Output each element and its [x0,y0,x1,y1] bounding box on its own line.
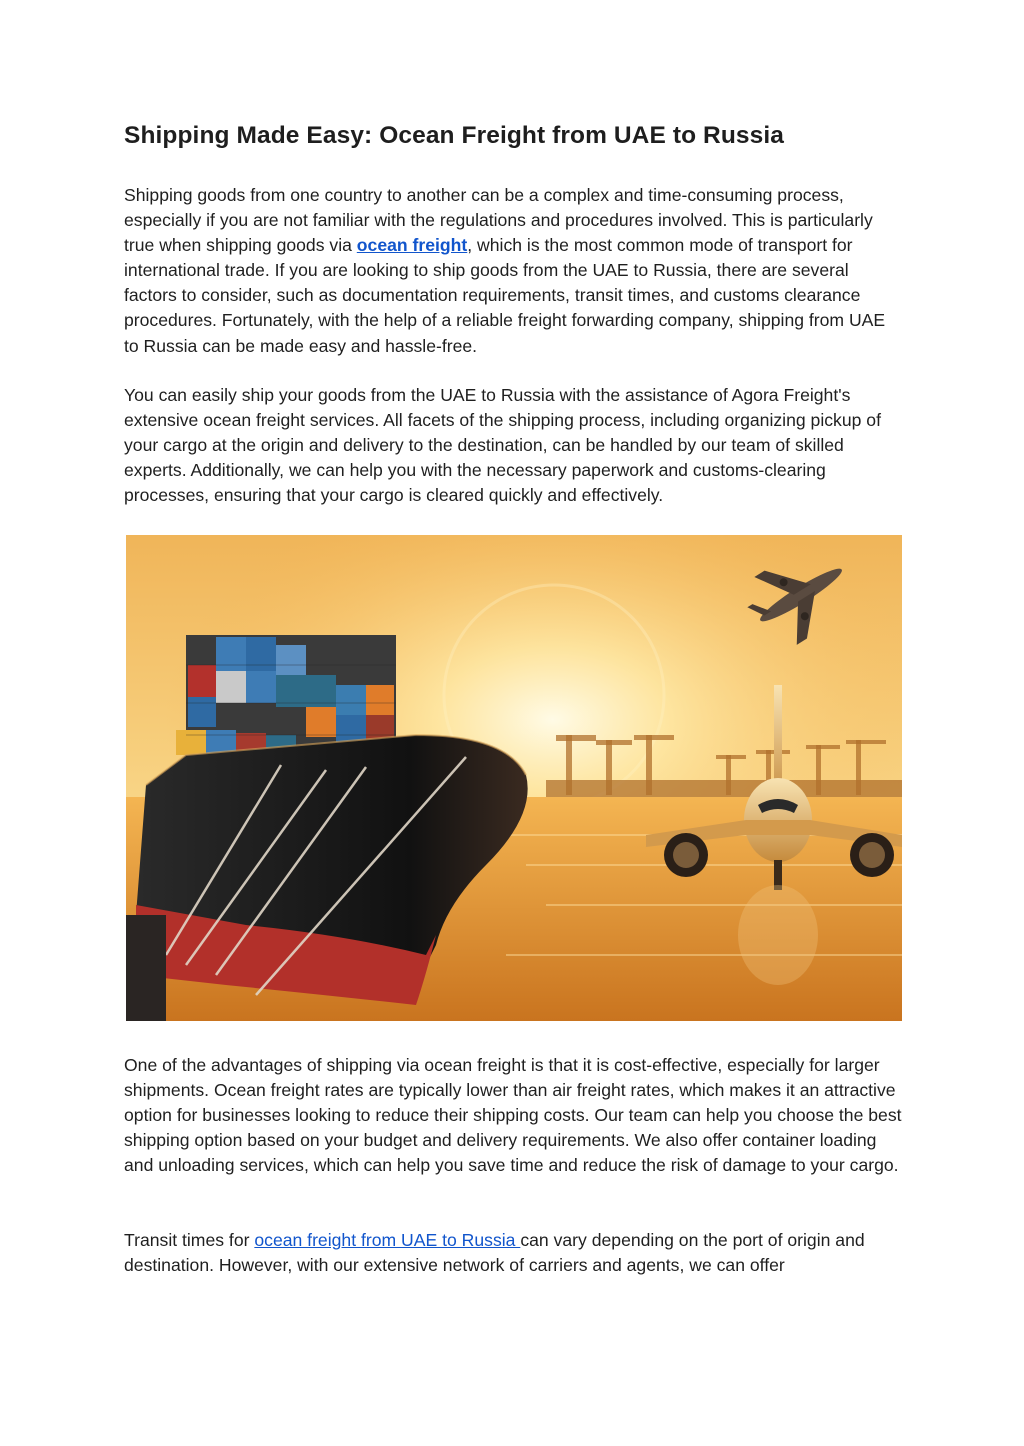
paragraph-transit-text-2: can vary depending on the port of origin and destination. However, with our extensive network of carriers and agents, we can offer [124,1230,865,1276]
cargo-ship-airplane-image [126,535,902,1021]
paragraph-intro [124,183,904,359]
paragraph-intro-text-1: Shipping goods from one country to another can be a complex and time-consuming process, especially if you are not familiar with the regulations and procedures involved. This is particularly true when shipping goods via [124,185,873,256]
article-title: Shipping Made Easy: Ocean Freight from UAE to Russia [124,122,785,149]
paragraph-agora-services: You can easily ship your goods from the UAE to Russia with the assistance of Agora Freight's extensive ocean freight services. All facets of the shipping process, including organizing pickup of your cargo at the origin and delivery to the destination, can be handled by our team of skilled experts. Additionally, we can help you with the necessary paperwork and customs-clearing processes, ensuring that your cargo is cleared quickly and effectively. [124,385,881,506]
ocean-freight-link[interactable]: ocean freight [356,235,468,256]
paragraph-transit-text-1: Transit times for [124,1230,255,1250]
ocean-freight-uae-russia-link[interactable]: ocean freight from UAE to Russia [254,1230,521,1250]
paragraph-intro-text-2: , which is the most common mode of transport for international trade. If you are looking to ship goods from the UAE to Russia, there are several factors to consider, such as documentation requirements, transit times, and customs clearance procedures. Fortunately, with the help of a reliable freight forwarding company, shipping from UAE to Russia can be made easy and hassle-free. [124,235,886,356]
paragraph-transit-times [124,1228,904,1278]
paragraph-cost-effective: One of the advantages of shipping via ocean freight is that it is cost-effective, especially for larger shipments. Ocean freight rates are typically lower than air freight rates, which makes it an attractive option for businesses looking to reduce their shipping costs. Our team can help you choose the best shipping option based on your budget and delivery requirements. We also offer container loading and unloading services, which can help you save time and reduce the risk of damage to your cargo. [124,1055,902,1176]
